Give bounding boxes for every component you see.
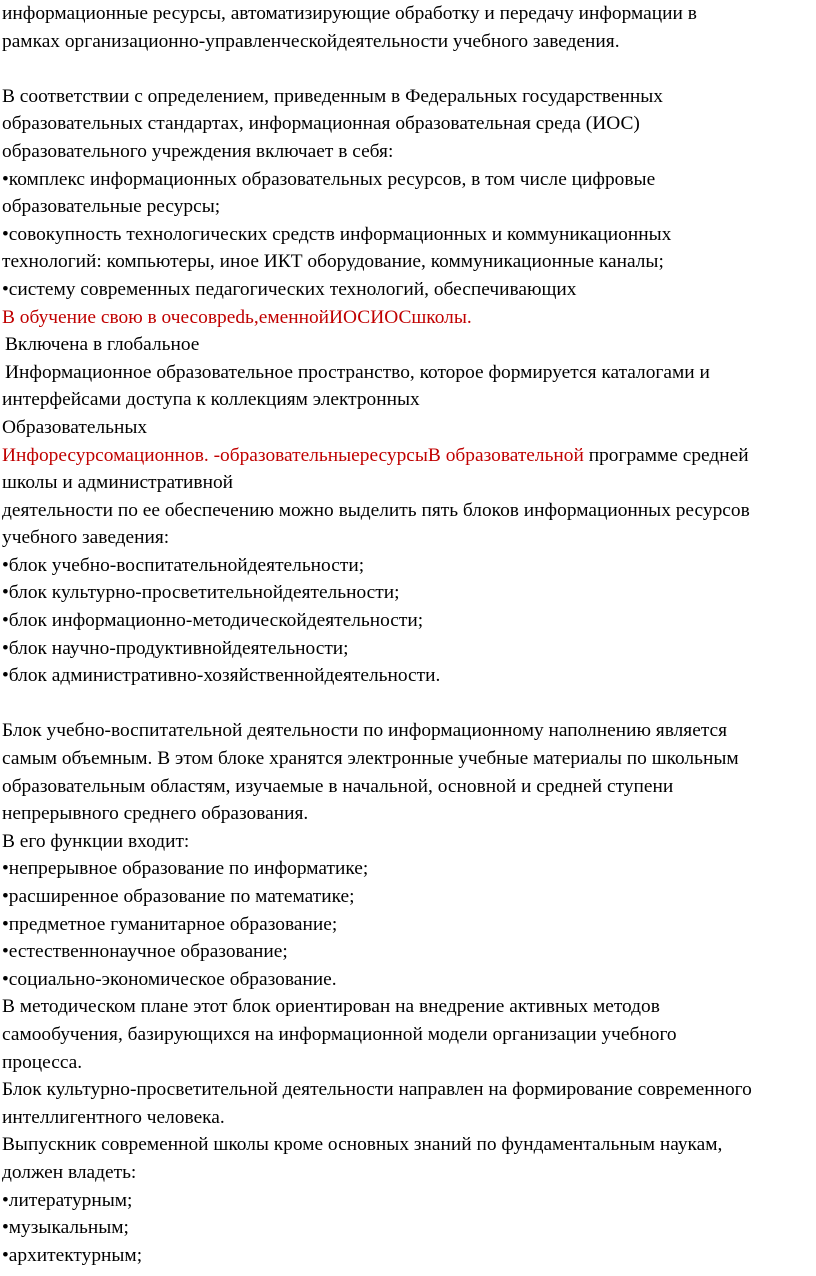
line-text: •непрерывное образование по информатике; <box>2 858 369 880</box>
line-text: •блок информационно-методическойдеятельности; <box>2 610 424 632</box>
text-line <box>2 635 810 663</box>
line-text: В соответствии с определением, приведенным в Федеральных государственных <box>2 85 663 107</box>
line-text: Блок учебно-воспитательной деятельности по информационному наполнению является <box>2 720 728 742</box>
text-line <box>2 1104 810 1132</box>
line-text: В его функции входит: <box>2 830 190 852</box>
line-text: •блок научно-продуктивнойдеятельности; <box>2 637 349 659</box>
text-line <box>2 248 810 276</box>
text-line <box>2 1076 810 1104</box>
text-line <box>2 1187 810 1215</box>
text-line <box>2 966 810 994</box>
text-line <box>2 110 810 138</box>
line-text: образовательные ресурсы; <box>2 196 221 218</box>
line-text: учебного заведения: <box>2 527 170 549</box>
text-line <box>2 883 810 911</box>
text-line <box>2 359 810 387</box>
line-text: •блок административно-хозяйственнойдеятельности. <box>2 665 441 687</box>
text-line <box>2 607 810 635</box>
text-line <box>2 800 810 828</box>
line-text: интеллигентного человека. <box>2 1106 225 1128</box>
line-text: Информационное образовательное пространство, которое формируется каталогами и <box>5 361 710 383</box>
line-text: •комплекс информационных образовательных ресурсов, в том числе цифровые <box>2 168 656 190</box>
line-text: технологий: компьютеры, иное ИКТ оборудование, коммуникационные каналы; <box>2 251 664 273</box>
line-text: •предметное гуманитарное образование; <box>2 913 338 935</box>
line-text: •литературным; <box>2 1189 133 1211</box>
text-line <box>2 524 810 552</box>
line-text: непрерывного среднего образования. <box>2 803 309 825</box>
line-text: •совокупность технологических средств информационных и коммуникационных <box>2 223 672 245</box>
line-text: образовательным областям, изучаемые в начальной, основной и средней ступени <box>2 775 674 797</box>
text-line <box>2 276 810 304</box>
line-text: самым объемным. В этом блоке хранятся электронные учебные материалы по школьным <box>2 748 739 770</box>
line-text: образовательных стандартах, информационная образовательная среда (ИОС) <box>2 113 640 135</box>
line-text: деятельности по ее обеспечению можно выделить пять блоков информационных ресурсов <box>2 499 750 521</box>
blank-line <box>2 55 810 83</box>
text-line <box>2 221 810 249</box>
text-line <box>2 28 810 56</box>
line-text: Блок культурно-просветительной деятельности направлен на формирование современного <box>2 1079 752 1101</box>
text-line <box>2 497 810 525</box>
text-line <box>2 166 810 194</box>
text-line <box>2 386 810 414</box>
highlighted-text: В обучение свою в очесоврedь,еменнойИОСИОСшколы. <box>2 306 472 328</box>
text-line <box>2 828 810 856</box>
blank-line <box>2 690 810 718</box>
text-line <box>2 193 810 221</box>
text-line <box>2 717 810 745</box>
text-line <box>2 855 810 883</box>
text-line <box>2 83 810 111</box>
line-text: •блок учебно-воспитательнойдеятельности; <box>2 554 365 576</box>
line-text: Выпускник современной школы кроме основных знаний по фундаментальным наукам, <box>2 1134 723 1156</box>
line-text: •социально-экономическое образование. <box>2 968 337 990</box>
text-line <box>2 745 810 773</box>
text-line <box>2 1214 810 1242</box>
line-text: интерфейсами доступа к коллекциям электронных <box>2 389 420 411</box>
line-text: программе средней <box>583 444 749 466</box>
text-line <box>2 1159 810 1187</box>
text-line <box>2 331 810 359</box>
text-line <box>2 414 810 442</box>
text-line <box>2 442 810 470</box>
line-text: •естественнонаучное образование; <box>2 941 288 963</box>
text-line <box>2 993 810 1021</box>
text-line <box>2 552 810 580</box>
line-text: В методическом плане этот блок ориентирован на внедрение активных методов <box>2 996 660 1018</box>
text-line <box>2 304 810 332</box>
line-text: •расширенное образование по математике; <box>2 886 355 907</box>
line-text: должен владеть: <box>2 1161 137 1183</box>
line-text: •блок культурно-просветительнойдеятельности; <box>2 582 400 604</box>
text-line <box>2 1131 810 1159</box>
text-line <box>2 469 810 497</box>
line-text: •систему современных педагогических технологий, обеспечивающих <box>2 278 577 300</box>
line-text: самообучения, базирующихся на информационной модели организации учебного <box>2 1023 677 1045</box>
text-line <box>2 0 810 28</box>
line-text: образовательного учреждения включает в себя: <box>2 140 394 162</box>
text-line <box>2 579 810 607</box>
line-text: процесса. <box>2 1051 83 1073</box>
line-text: Образовательных <box>2 416 148 438</box>
text-line <box>2 1242 810 1270</box>
highlighted-text: Инфоресурсомационнов. -образовательныересурсыВ образовательной <box>2 444 584 466</box>
line-text: школы и административной <box>2 472 234 494</box>
text-line <box>2 1049 810 1077</box>
text-line <box>2 773 810 801</box>
line-text: информационные ресурсы, автоматизирующие обработку и передачу информации в <box>2 3 697 24</box>
text-line <box>2 911 810 939</box>
line-text: •музыкальным; <box>2 1217 129 1239</box>
text-line <box>2 938 810 966</box>
line-text: рамках организационно-управленческойдеятельности учебного заведения. <box>2 30 620 52</box>
line-text: •архитектурным; <box>2 1244 143 1266</box>
text-line <box>2 662 810 690</box>
line-text: Включена в глобальное <box>5 334 200 356</box>
text-line <box>2 1021 810 1049</box>
text-line <box>2 138 810 166</box>
